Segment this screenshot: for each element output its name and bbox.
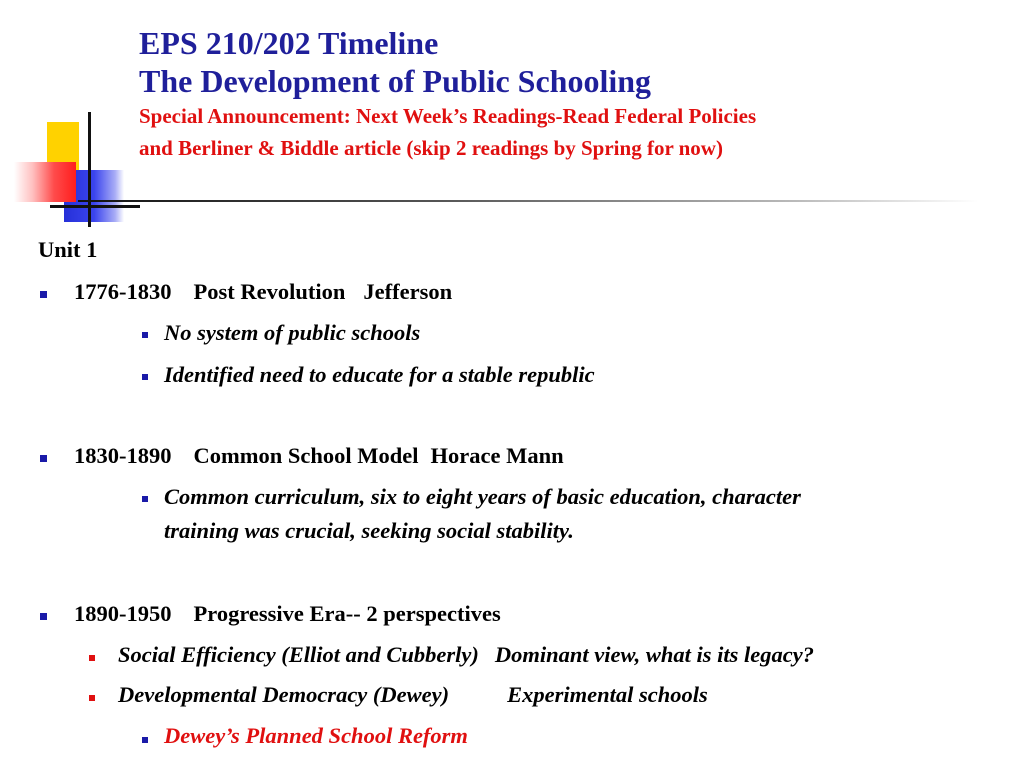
period-2-point-line-2: training was crucial, seeking social stability.: [164, 518, 574, 543]
bullet-square-icon: [89, 655, 95, 661]
bullet-square-icon: [142, 332, 148, 338]
announcement-line-2: and Berliner & Biddle article (skip 2 readings by Spring for now): [139, 136, 723, 160]
perspective-1-name: Social Efficiency (Elliot and Cubberly): [118, 642, 479, 667]
bullet-square-icon: [89, 695, 95, 701]
period-1-label: Post Revolution: [193, 279, 346, 304]
period-2-heading: [74, 442, 564, 470]
bullet-square-icon: [40, 455, 47, 462]
bullet-square-icon: [40, 291, 47, 298]
perspective-2-note: Experimental schools: [507, 682, 708, 707]
period-1-years: 1776-1830: [74, 279, 172, 304]
bullet-square-icon: [142, 496, 148, 502]
perspective-1: [118, 641, 814, 669]
logo-vertical-line: [88, 112, 91, 227]
announcement-line-1: Special Announcement: Next Week’s Readings-Read Federal Policies: [139, 104, 757, 128]
period-1-point-2: Identified need to educate for a stable republic: [164, 362, 595, 387]
period-1-heading: [74, 278, 452, 306]
perspective-2: [118, 681, 708, 709]
period-3-label: Progressive Era-- 2 perspectives: [193, 601, 501, 626]
title-divider: [78, 200, 978, 202]
period-1-point-1: No system of public schools: [164, 320, 421, 345]
bullet-square-icon: [142, 374, 148, 380]
slide-title: [139, 24, 1009, 164]
period-2-point-line-1: Common curriculum, six to eight years of basic education, character: [164, 484, 801, 509]
perspective-2-name: Developmental Democracy (Dewey): [118, 682, 450, 707]
period-2-label: Common School Model: [193, 443, 419, 468]
title-line-2: The Development of Public Schooling: [139, 63, 652, 99]
period-2-years: 1830-1890: [74, 443, 172, 468]
title-line-1: EPS 210/202 Timeline: [139, 25, 439, 61]
bullet-square-icon: [142, 737, 148, 743]
period-2-figure: Horace Mann: [430, 443, 564, 468]
bullet-square-icon: [40, 613, 47, 620]
perspective-1-note: Dominant view, what is its legacy?: [494, 642, 815, 667]
logo-red-block: [14, 162, 76, 202]
unit-label: Unit 1: [38, 237, 98, 262]
period-1-figure: Jefferson: [363, 279, 453, 304]
logo-horizontal-line: [50, 205, 140, 208]
announcement: [139, 100, 1009, 164]
dewey-reform-point: Dewey’s Planned School Reform: [164, 723, 468, 748]
period-3-years: 1890-1950: [74, 601, 172, 626]
period-3-heading: [74, 600, 501, 628]
